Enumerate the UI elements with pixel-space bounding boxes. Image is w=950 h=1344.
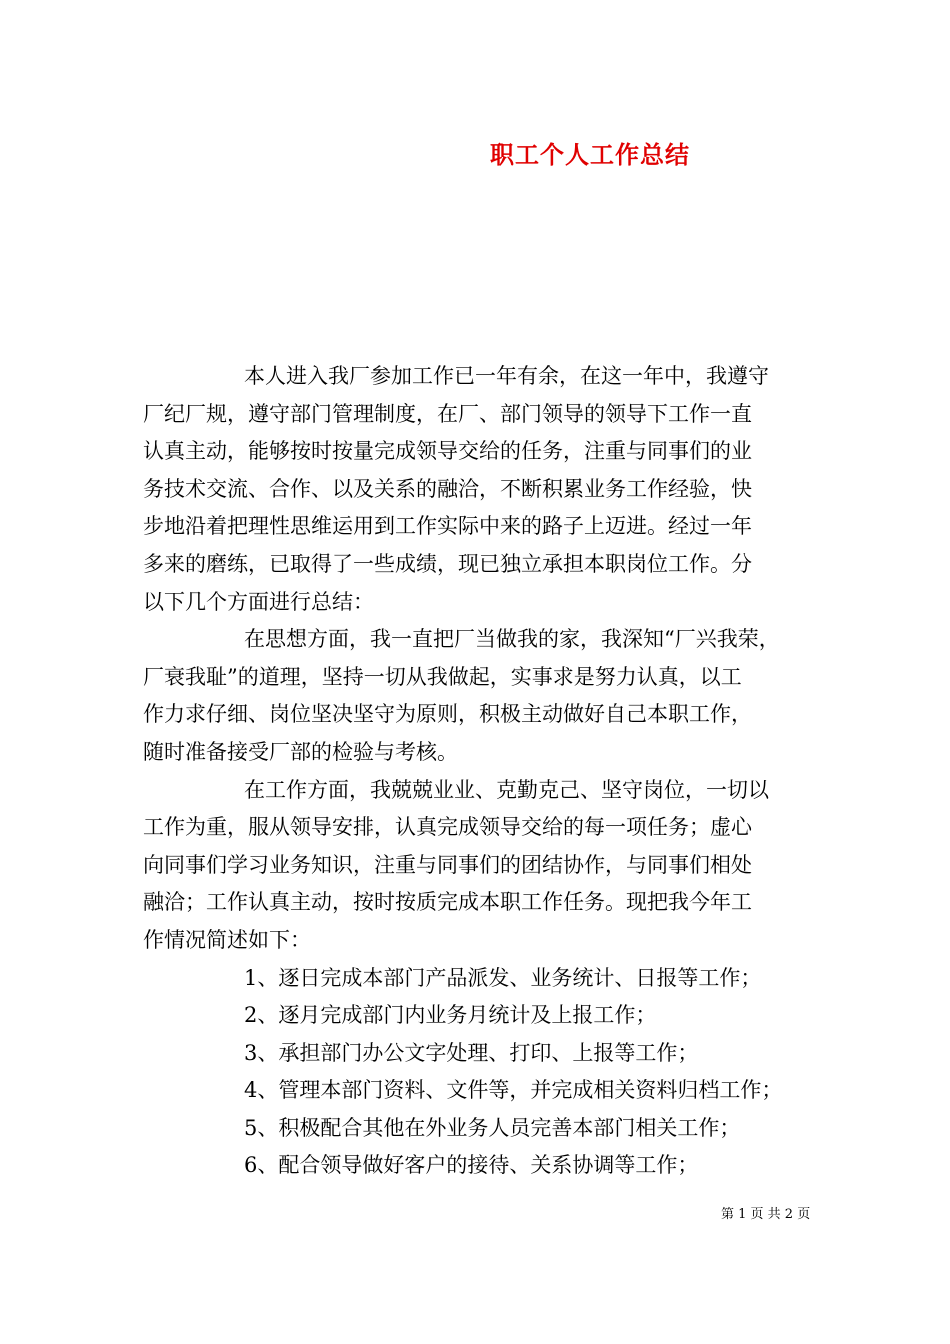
list-item: 2、逐月完成部门内业务月统计及上报工作； [244,1003,657,1028]
list-item: 6、配合领导做好客户的接待、关系协调等工作； [244,1153,699,1178]
paragraph-ideology [143,621,813,771]
paragraph-intro [143,358,813,621]
text-line: 以下几个方面进行总结： [143,589,374,614]
text-line: 厂衰我耻”的道理，坚持一切从我做起，实事求是努力认真，以工 [143,664,742,689]
list-item: 1、逐日完成本部门产品派发、业务统计、日报等工作； [244,965,762,990]
document-body [143,358,813,1185]
list-item: 3、承担部门办公文字处理、打印、上报等工作； [244,1040,699,1065]
list-item: 4、管理本部门资料、文件等，并完成相关资料归档工作； [244,1078,783,1103]
document-title: 职工个人工作总结 [490,140,690,169]
paragraph-work [143,772,813,960]
text-line: 作力求仔细、岗位坚决坚守为原则，积极主动做好自己本职工作， [143,702,752,727]
text-line: 作情况简述如下： [143,927,311,952]
text-line: 步地沿着把理性思维运用到工作实际中来的路子上迈进。经过一年 [143,514,752,539]
text-line: 随时准备接受厂部的检验与考核。 [143,739,458,764]
page-number: 第 1 页 共 2 页 [721,1207,811,1222]
list-item: 5、积极配合其他在外业务人员完善本部门相关工作； [244,1115,741,1140]
text-line: 厂纪厂规，遵守部门管理制度，在厂、部门领导的领导下工作一直 [143,401,752,426]
text-line: 本人进入我厂参加工作已一年有余，在这一年中，我遵守 [244,364,769,388]
text-line: 融洽；工作认真主动，按时按质完成本职工作任务。现把我今年工 [143,890,752,915]
text-line: 向同事们学习业务知识，注重与同事们的团结协作，与同事们相处 [143,852,752,877]
work-items-list [143,960,813,1186]
text-line: 务技术交流、合作、以及关系的融洽，不断积累业务工作经验，快 [143,476,752,501]
text-line: 认真主动，能够按时按量完成领导交给的任务，注重与同事们的业 [143,439,752,464]
text-line: 在工作方面，我兢兢业业、克勤克己、坚守岗位，一切以 [244,777,769,802]
text-line: 工作为重，服从领导安排，认真完成领导交给的每一项任务；虚心 [143,815,752,840]
text-line: 在思想方面，我一直把厂当做我的家，我深知“厂兴我荣， [244,627,780,652]
text-line: 多来的磨练，已取得了一些成绩，现已独立承担本职岗位工作。分 [143,551,752,576]
